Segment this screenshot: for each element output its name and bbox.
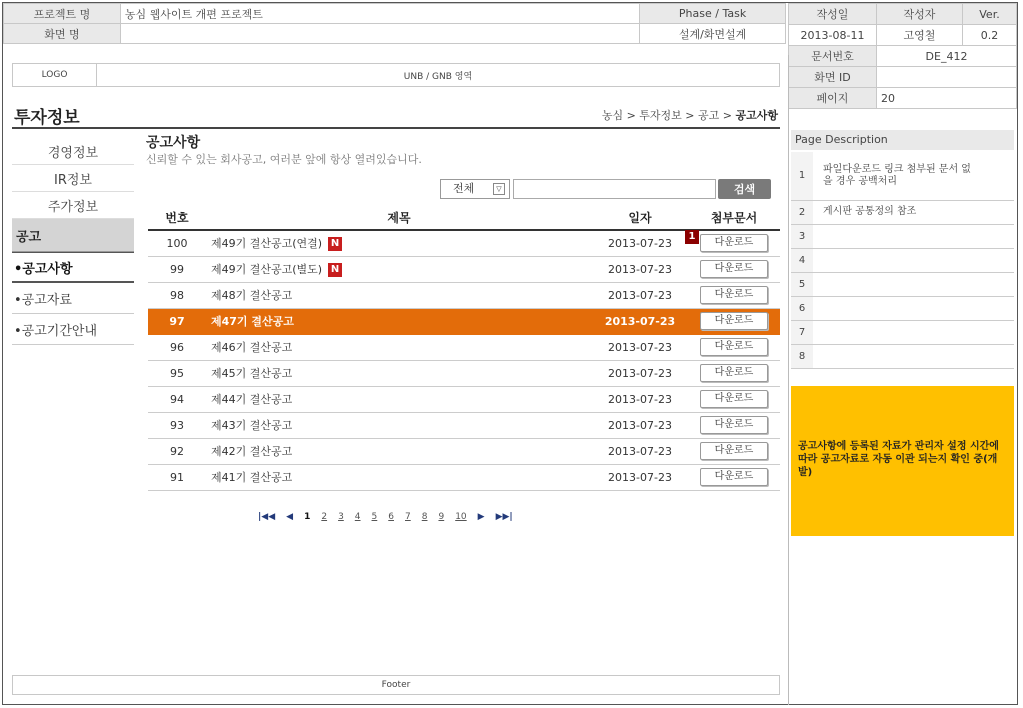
description-number: 2 bbox=[791, 200, 813, 224]
description-row bbox=[791, 224, 1014, 248]
description-number: 8 bbox=[791, 344, 813, 368]
page-link-2[interactable]: 2 bbox=[321, 512, 328, 522]
page-label: 페이지 bbox=[789, 88, 877, 109]
date-value: 2013-08-11 bbox=[789, 25, 877, 46]
row-no: 98 bbox=[148, 282, 206, 308]
title-divider bbox=[12, 127, 780, 129]
author-value: 고영철 bbox=[877, 25, 963, 46]
search-input[interactable] bbox=[513, 179, 716, 199]
description-number: 5 bbox=[791, 272, 813, 296]
row-attachment bbox=[688, 256, 780, 282]
row-date: 2013-07-23 bbox=[592, 412, 688, 438]
breadcrumb bbox=[602, 107, 778, 123]
page-description-table bbox=[791, 152, 1014, 369]
row-no: 93 bbox=[148, 412, 206, 438]
row-date: 2013-07-23 bbox=[592, 438, 688, 464]
row-title-text[interactable]: 제46기 결산공고 bbox=[211, 341, 293, 354]
row-attachment bbox=[688, 464, 780, 490]
table-row[interactable] bbox=[148, 308, 780, 334]
download-button[interactable]: 다운로드 bbox=[700, 442, 768, 460]
chevron-down-icon: ▽ bbox=[493, 183, 505, 195]
author-label: 작성자 bbox=[877, 4, 963, 25]
row-title[interactable] bbox=[206, 360, 592, 386]
project-label: 프로젝트 명 bbox=[4, 4, 121, 24]
next-page-icon[interactable]: ▶ bbox=[477, 512, 485, 522]
row-no: 96 bbox=[148, 334, 206, 360]
description-row bbox=[791, 320, 1014, 344]
row-no: 97 bbox=[148, 308, 206, 334]
row-title-text[interactable]: 제49기 결산공고(연결) bbox=[211, 237, 323, 251]
row-title[interactable] bbox=[206, 282, 592, 308]
row-title-text[interactable]: 제48기 결산공고 bbox=[211, 289, 293, 302]
header-table bbox=[3, 3, 786, 44]
screen-label: 화면 명 bbox=[4, 24, 121, 44]
row-title[interactable] bbox=[206, 464, 592, 490]
page-link-1[interactable]: 1 bbox=[304, 512, 311, 522]
phase-value: 설계/화면설계 bbox=[640, 24, 786, 44]
row-title-text[interactable]: 제41기 결산공고 bbox=[211, 471, 293, 484]
breadcrumb-path: 농심 > 투자정보 > 공고 > bbox=[601, 109, 736, 122]
download-button[interactable]: 다운로드 bbox=[700, 286, 768, 304]
table-row[interactable] bbox=[148, 464, 780, 490]
row-no: 99 bbox=[148, 256, 206, 282]
download-button[interactable]: 다운로드 bbox=[700, 390, 768, 408]
download-button[interactable]: 다운로드 bbox=[700, 260, 768, 278]
meta-table bbox=[788, 3, 1017, 109]
first-page-icon[interactable]: |◀◀ bbox=[258, 512, 276, 522]
description-text bbox=[813, 296, 1014, 320]
row-attachment bbox=[688, 438, 780, 464]
new-badge-icon: N bbox=[328, 237, 342, 251]
row-date: 2013-07-23 bbox=[592, 360, 688, 386]
breadcrumb-current: 공고사항 bbox=[735, 109, 778, 122]
row-title[interactable] bbox=[206, 256, 592, 282]
nav-section-notice[interactable]: 공고 bbox=[12, 219, 134, 252]
row-title-text[interactable]: 제44기 결산공고 bbox=[211, 393, 293, 406]
row-title-text[interactable]: 제47기 결산공고 bbox=[211, 315, 294, 328]
description-text bbox=[813, 272, 1014, 296]
row-title-text[interactable]: 제45기 결산공고 bbox=[211, 367, 293, 380]
row-title[interactable] bbox=[206, 438, 592, 464]
table-row[interactable] bbox=[148, 438, 780, 464]
nav-item-stock[interactable]: 주가정보 bbox=[12, 192, 134, 219]
page-link-10[interactable]: 10 bbox=[455, 512, 467, 522]
description-text: 게시판 공통정의 참조 bbox=[813, 200, 1014, 224]
description-row bbox=[791, 200, 1014, 224]
row-title[interactable] bbox=[206, 386, 592, 412]
row-no: 95 bbox=[148, 360, 206, 386]
col-header-date: 일자 bbox=[592, 205, 688, 230]
gnb-area: UNB / GNB 영역 bbox=[403, 71, 473, 82]
description-row bbox=[791, 152, 1014, 200]
row-title-text[interactable]: 제49기 결산공고(별도) bbox=[211, 263, 323, 276]
nav-item-ir[interactable]: IR정보 bbox=[12, 165, 134, 192]
page-link-6[interactable]: 6 bbox=[388, 512, 394, 522]
download-button[interactable]: 다운로드 bbox=[700, 234, 768, 252]
ver-value: 0.2 bbox=[963, 25, 1017, 46]
row-attachment bbox=[688, 386, 780, 412]
row-title[interactable] bbox=[206, 230, 592, 256]
content-title: 공고사항 bbox=[146, 135, 201, 151]
download-button[interactable]: 다운로드 bbox=[700, 338, 768, 356]
page-link-3[interactable]: 3 bbox=[338, 512, 344, 522]
description-number: 7 bbox=[791, 320, 813, 344]
table-row[interactable] bbox=[148, 282, 780, 308]
row-attachment bbox=[688, 308, 780, 334]
description-row bbox=[791, 272, 1014, 296]
row-title[interactable] bbox=[206, 334, 592, 360]
row-attachment bbox=[688, 412, 780, 438]
page-title: 투자정보 bbox=[14, 108, 80, 128]
page-link-4[interactable]: 4 bbox=[354, 512, 361, 522]
page-link-8[interactable]: 8 bbox=[421, 512, 428, 522]
page-link-5[interactable]: 5 bbox=[371, 512, 378, 522]
docno-value: DE_412 bbox=[877, 46, 1017, 67]
row-title-text[interactable]: 제43기 결산공고 bbox=[211, 419, 293, 432]
row-no: 91 bbox=[148, 464, 206, 490]
screen-id-label: 화면 ID bbox=[789, 67, 877, 88]
description-text bbox=[813, 320, 1014, 344]
page-value: 20 bbox=[877, 88, 1017, 109]
ver-label: Ver. bbox=[963, 4, 1017, 25]
row-date: 2013-07-23 bbox=[592, 334, 688, 360]
date-label: 작성일 bbox=[789, 4, 877, 25]
content-description: 신뢰할 수 있는 회사공고, 여러분 앞에 항상 열려있습니다. bbox=[146, 153, 422, 166]
row-no: 100 bbox=[148, 230, 206, 256]
col-header-attachment: 첨부문서 bbox=[688, 205, 780, 230]
row-date: 2013-07-23 bbox=[592, 230, 688, 256]
table-row[interactable] bbox=[148, 412, 780, 438]
project-value: 농심 웹사이트 개편 프로젝트 bbox=[120, 4, 639, 24]
nav-sub-notice-period[interactable]: •공고기간안내 bbox=[12, 314, 134, 345]
pagination bbox=[258, 512, 524, 522]
last-page-icon[interactable]: ▶▶| bbox=[495, 512, 513, 522]
description-number: 6 bbox=[791, 296, 813, 320]
download-button[interactable]: 다운로드 bbox=[700, 416, 768, 434]
left-nav bbox=[12, 138, 134, 345]
search-button[interactable]: 검색 bbox=[718, 179, 771, 199]
annotation-marker-1: 1 bbox=[685, 230, 699, 244]
row-attachment bbox=[688, 282, 780, 308]
description-text bbox=[813, 224, 1014, 248]
download-button[interactable]: 다운로드 bbox=[700, 468, 768, 486]
search-select-value: 전체 bbox=[453, 182, 475, 195]
row-attachment bbox=[688, 360, 780, 386]
unb-area bbox=[12, 63, 780, 87]
row-date: 2013-07-23 bbox=[592, 256, 688, 282]
description-text bbox=[813, 344, 1014, 368]
nav-sub-notice-list[interactable]: •공고사항 bbox=[12, 252, 134, 283]
logo[interactable]: LOGO bbox=[13, 64, 97, 86]
notice-table bbox=[148, 205, 780, 491]
phase-label: Phase / Task bbox=[640, 4, 786, 24]
table-row[interactable] bbox=[148, 334, 780, 360]
row-attachment bbox=[688, 334, 780, 360]
col-header-title: 제목 bbox=[206, 205, 592, 230]
description-row bbox=[791, 344, 1014, 368]
docno-label: 문서번호 bbox=[789, 46, 877, 67]
description-number: 1 bbox=[791, 152, 813, 200]
description-row bbox=[791, 248, 1014, 272]
search-select[interactable] bbox=[440, 179, 510, 199]
nav-sub-notice-data[interactable]: •공고자료 bbox=[12, 283, 134, 314]
col-header-no: 번호 bbox=[148, 205, 206, 230]
table-row[interactable] bbox=[148, 256, 780, 282]
row-title-text[interactable]: 제42기 결산공고 bbox=[211, 445, 293, 458]
dev-note: 공고사항에 등록된 자료가 관리자 설정 시간에 따라 공고자료로 자동 이관 되는지 확인 중(개발) bbox=[791, 386, 1014, 536]
row-no: 92 bbox=[148, 438, 206, 464]
description-text bbox=[813, 248, 1014, 272]
nav-item-management[interactable]: 경영정보 bbox=[12, 138, 134, 165]
row-title[interactable] bbox=[206, 412, 592, 438]
screen-value bbox=[120, 24, 639, 44]
row-date: 2013-07-23 bbox=[592, 282, 688, 308]
description-row bbox=[791, 296, 1014, 320]
description-text: 파일다운로드 링크 첨부된 문서 없을 경우 공백처리 bbox=[813, 152, 1014, 200]
row-date: 2013-07-23 bbox=[592, 464, 688, 490]
download-button[interactable]: 다운로드 bbox=[700, 364, 768, 382]
row-attachment bbox=[688, 230, 780, 256]
page-description-title: Page Description bbox=[791, 130, 1014, 150]
page-link-9[interactable]: 9 bbox=[438, 512, 445, 522]
page-link-7[interactable]: 7 bbox=[405, 512, 411, 522]
table-row[interactable] bbox=[148, 386, 780, 412]
screen-id-value bbox=[877, 67, 1017, 88]
download-button[interactable]: 다운로드 bbox=[700, 312, 768, 330]
row-title[interactable] bbox=[206, 308, 592, 334]
description-number: 4 bbox=[791, 248, 813, 272]
row-date: 2013-07-23 bbox=[592, 308, 688, 334]
table-row[interactable] bbox=[148, 360, 780, 386]
right-panel-divider bbox=[788, 55, 789, 705]
prev-page-icon[interactable]: ◀ bbox=[286, 512, 294, 522]
footer: Footer bbox=[12, 675, 780, 695]
new-badge-icon: N bbox=[328, 263, 342, 277]
description-number: 3 bbox=[791, 224, 813, 248]
row-date: 2013-07-23 bbox=[592, 386, 688, 412]
row-no: 94 bbox=[148, 386, 206, 412]
